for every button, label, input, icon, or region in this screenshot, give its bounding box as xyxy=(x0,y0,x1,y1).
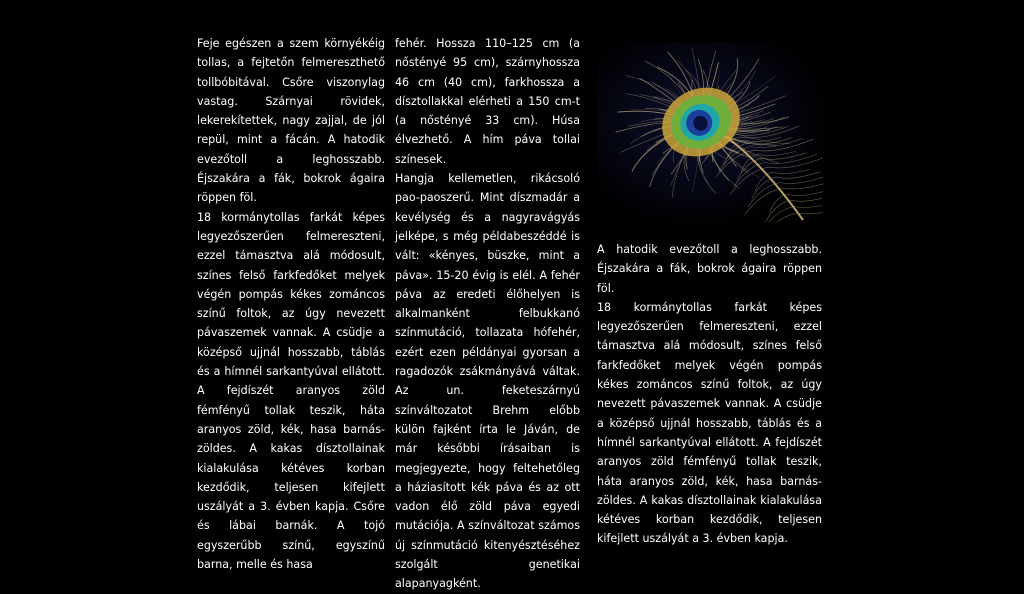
paragraph: A hatodik evezőtoll a leghosszabb. Éjszakára a fák, bokrok ágaira röppen föl. xyxy=(597,243,822,295)
text-column-1 xyxy=(197,34,385,574)
text-column-3 xyxy=(597,240,822,549)
paragraph: Feje egészen a szem környékéig tollas, a fejtetőn felmereszthető tollbóbitával. Csőre viszonylag vastag. Szárnyai rövidek, lekerekítettek, nagy zajjal, de jól repül, mint a fácán. A hatodik evezőtoll a leghosszabb. Éjszakára a fák, bokrok ágaira röppen föl. xyxy=(197,37,385,205)
text-column-2 xyxy=(395,34,580,594)
paragraph: 18 kormánytollas farkát képes legyezőszerűen felmereszteni, ezzel támasztva alá módosult, színes felső farkfedőket melyek végén pompás kékes zománcos színű foltok, az úgy nevezett pávaszemek vannak. A csüdje a középső ujjnál hosszabb, táblás és a hímnél sarkantyúval ellátott. A fejdíszét aranyos zöld fémfényű tollak teszik, háta aranyos zöld, kék, hasa barnás-zöldes. A kakas dísztollainak kialakulása kétéves korban kezdődik, teljesen kifejlett uszályát a 3. évben kapja. Csőre és lábai barnák. A tojó egyszerűbb színű, egyszínű barna, melle és hasa xyxy=(197,210,385,572)
paragraph: Hangja kellemetlen, rikácsoló pao-paoszerű. Mint díszmadár a kevélység és a nagyravágyás jelképe, s még példabeszéddé is vált: «kényes, büszke, mint a páva». 15-20 évig is elél. A fehér páva az eredeti élőhelyen is alkalmanként felbukkanó színmutáció, tollazata hófehér, ezért ezen példányai gyorsan a ragadozók zsákmányává váltak. Az un. feketeszárnyú színváltozatot Brehm előbb külön fajként írta le Jáván, de már későbbi írásaiban is megjegyezte, hogy feltehetőleg a háziasított kék páva és az ott vadon élő zöld páva egyedi mutációja. A színváltozat számos új színmutáció kitenyésztéséhez szolgált genetikai alapanyagként. xyxy=(395,172,580,591)
peacock-feather-image xyxy=(597,42,823,222)
paragraph: fehér. Hossza 110–125 cm (a nőstényé 95 cm), szárnyhossza 46 cm (40 cm), farkhossza a dísztollakkal elérheti a 150 cm-t (a nőstényé 33 cm). Húsa élvezhető. A hím páva tollai színesek. xyxy=(395,37,580,166)
paragraph: 18 kormánytollas farkát képes legyezőszerűen felmereszteni, ezzel támasztva alá módosult, színes felső farkfedőket melyek végén pompás kékes zománcos színű foltok, az úgy nevezett pávaszemek vannak. A csüdje a középső ujjnál hosszabb, táblás és a hímnél sarkantyúval ellátott. A fejdíszét aranyos zöld fémfényű tollak teszik, háta aranyos zöld, kék, hasa barnás-zöldes. A kakas dísztollainak kialakulása kétéves korban kezdődik, teljesen kifejlett uszályát a 3. évben kapja. xyxy=(597,300,822,546)
